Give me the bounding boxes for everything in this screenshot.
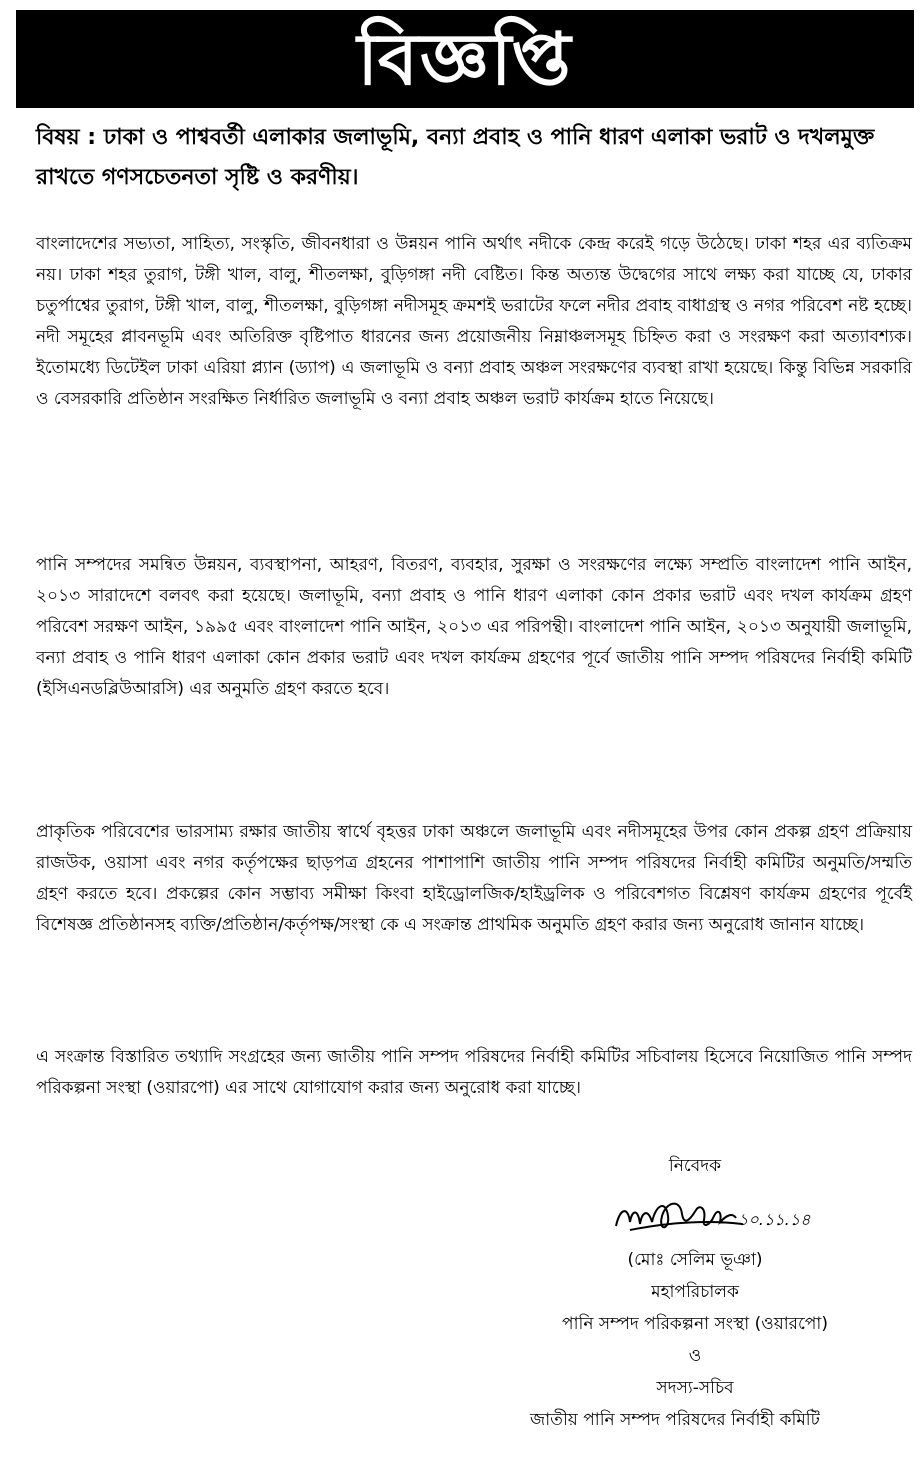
paragraph-2: পানি সম্পদের সমন্বিত উন্নয়ন, ব্যবস্থাপনা, আহরণ, বিতরণ, ব্যবহার, সুরক্ষা ও সংরক্ষণের লক্ষ্যে সম্প্রতি বাংলাদেশ পানি আইন, ২০১৩ সারাদেশে বলবৎ করা হয়েছে। জলাভূমি, বন্যা প্রবাহ ও পানি ধারণ এলাকা কোন প্রকার ভরাট এবং দখল কার্যক্রম গ্রহণ পরিবেশ সরক্ষণ আইন, ১৯৯৫ এবং বাংলাদেশ পানি আইন, ২০১৩ এর পরিপন্থী। বাংলাদেশ পানি আইন, ২০১৩ অনুযায়ী জলাভূমি, বন্যা প্রবাহ ও পানি ধারণ এলাকা কোন প্রকার ভরাট এবং দখল কার্যক্রম গ্রহণের পূর্বে জাতীয় পানি সম্পদ পরিষদের নির্বাহী কমিটি (ইসিএনডব্লিউআরসি) এর অনুমতি গ্রহণ করতে হবে। — [36, 555, 912, 699]
signoff-conjunction: ও — [688, 1346, 702, 1366]
paragraph-3: প্রাকৃতিক পরিবেশের ভারসাম্য রক্ষার জাতীয় স্বার্থে বৃহত্তর ঢাকা অঞ্চলে জলাভূমি এবং নদীসমূহের উপর কোন প্রকল্প গ্রহণ প্রক্রিয়ায় রাজউক, ওয়াসা এবং নগর কর্তৃপক্ষের ছাড়পত্র গ্রহনের পাশাপাশি জাতীয় পানি সম্পদ পরিষদের নির্বাহী কমিটির অনুমতি/সম্মতি গ্রহণ করতে হবে। প্রকল্পের কোন সম্ভাব্য সমীক্ষা কিংবা হাইড্রোলজিক/হাইড্রলিক ও পরিবেশগত বিশ্লেষণ কার্যক্রম গ্রহণের পূর্বেই বিশেষজ্ঞ প্রতিষ্ঠানসহ ব্যক্তি/প্রতিষ্ঠান/কর্তৃপক্ষ/সংস্থা কে এ সংক্রান্ত প্রাথমিক অনুমতি গ্রহণ করার জন্য অনুরোধ জানান যাচ্ছে। — [36, 822, 912, 935]
signature-block — [480, 1150, 910, 1436]
signature-scribble — [610, 1186, 850, 1242]
signature — [480, 1182, 910, 1244]
paragraph-1: বাংলাদেশের সভ্যতা, সাহিত্য, সংস্কৃতি, জীবনধারা ও উন্নয়ন পানি অর্থাৎ নদীকে কেন্দ্র করেই গড়ে উঠেছে। ঢাকা শহর এর ব্যতিক্রম নয়। ঢাকা শহর তুরাগ, টঙ্গী খাল, বালু, শীতলক্ষা, বুড়িগঙ্গা নদী বেষ্টিত। কিন্ত অত্যন্ত উদ্বেগের সাথে লক্ষ্য করা যাচ্ছে যে, ঢাকার চতুর্পাশ্বের তুরাগ, টঙ্গী খাল, বালু, শীতলক্ষা, বুড়িগঙ্গা নদীসমূহ ক্রমশই ভরাটের ফলে নদীর প্রবাহ বাধাগ্রস্থ ও নগর পরিবেশ নষ্ট হচ্ছে। নদী সমূহের প্লাবনভূমি এবং অতিরিক্ত বৃষ্টিপাত ধারনের জন্য প্রয়োজনীয় নিম্নাঞ্চলসমূহ চিহ্নিত করা ও সংরক্ষণ করা অত্যাবশ্যক। ইতোমধ্যে ডিটেইল ঢাকা এরিয়া প্ল্যান (ড্যাপ) এ জলাভূমি ও বন্যা প্রবাহ অঞ্চল সংরক্ষণের ব্যবস্থা রাখা হয়েছে। কিন্তু বিভিন্ন সরকারি ও বেসরকারি প্রতিষ্ঠান সংরক্ষিত নির্ধারিত জলাভূমি ও বন্যা প্রবাহ অঞ্চল ভরাট কার্যক্রম হাতে নিয়েছে। — [36, 234, 912, 409]
signature-date: ১০.১১.১৪ — [738, 1210, 811, 1229]
paragraph-4: এ সংক্রান্ত বিস্তারিত তথ্যাদি সংগ্রহের জন্য জাতীয় পানি সম্পদ পরিষদের নির্বাহী কমিটির সচিবালয় হিসেবে নিয়োজিত পানি সম্পদ পরিকল্পনা সংস্থা (ওয়ারপো) এর সাথে যোগাযোগ করার জন্য অনুরোধ করা যাচ্ছে। — [36, 1047, 912, 1098]
committee-name: জাতীয় পানি সম্পদ পরিষদের নির্বাহী কমিটি — [530, 1410, 820, 1430]
notice-banner — [16, 10, 914, 108]
notice-title: বিজ্ঞপ্তি — [357, 17, 573, 101]
signatory-designation: মহাপরিচালক — [651, 1282, 739, 1302]
signatory-organization: পানি সম্পদ পরিকল্পনা সংস্থা (ওয়ারপো) — [562, 1314, 828, 1334]
second-designation: সদস্য-সচিব — [656, 1378, 734, 1398]
notice-subject: বিষয় : ঢাকা ও পাশ্ববর্তী এলাকার জলাভূমি, বন্যা প্রবাহ ও পানি ধারণ এলাকা ভরাট ও দখলমুক্ত রাখতে গণসচেতনতা সৃষ্টি ও করণীয়। — [36, 125, 875, 190]
signatory-name: (মোঃ সেলিম ভূঞা) — [627, 1250, 763, 1270]
signoff-label: নিবেদক — [668, 1156, 722, 1176]
